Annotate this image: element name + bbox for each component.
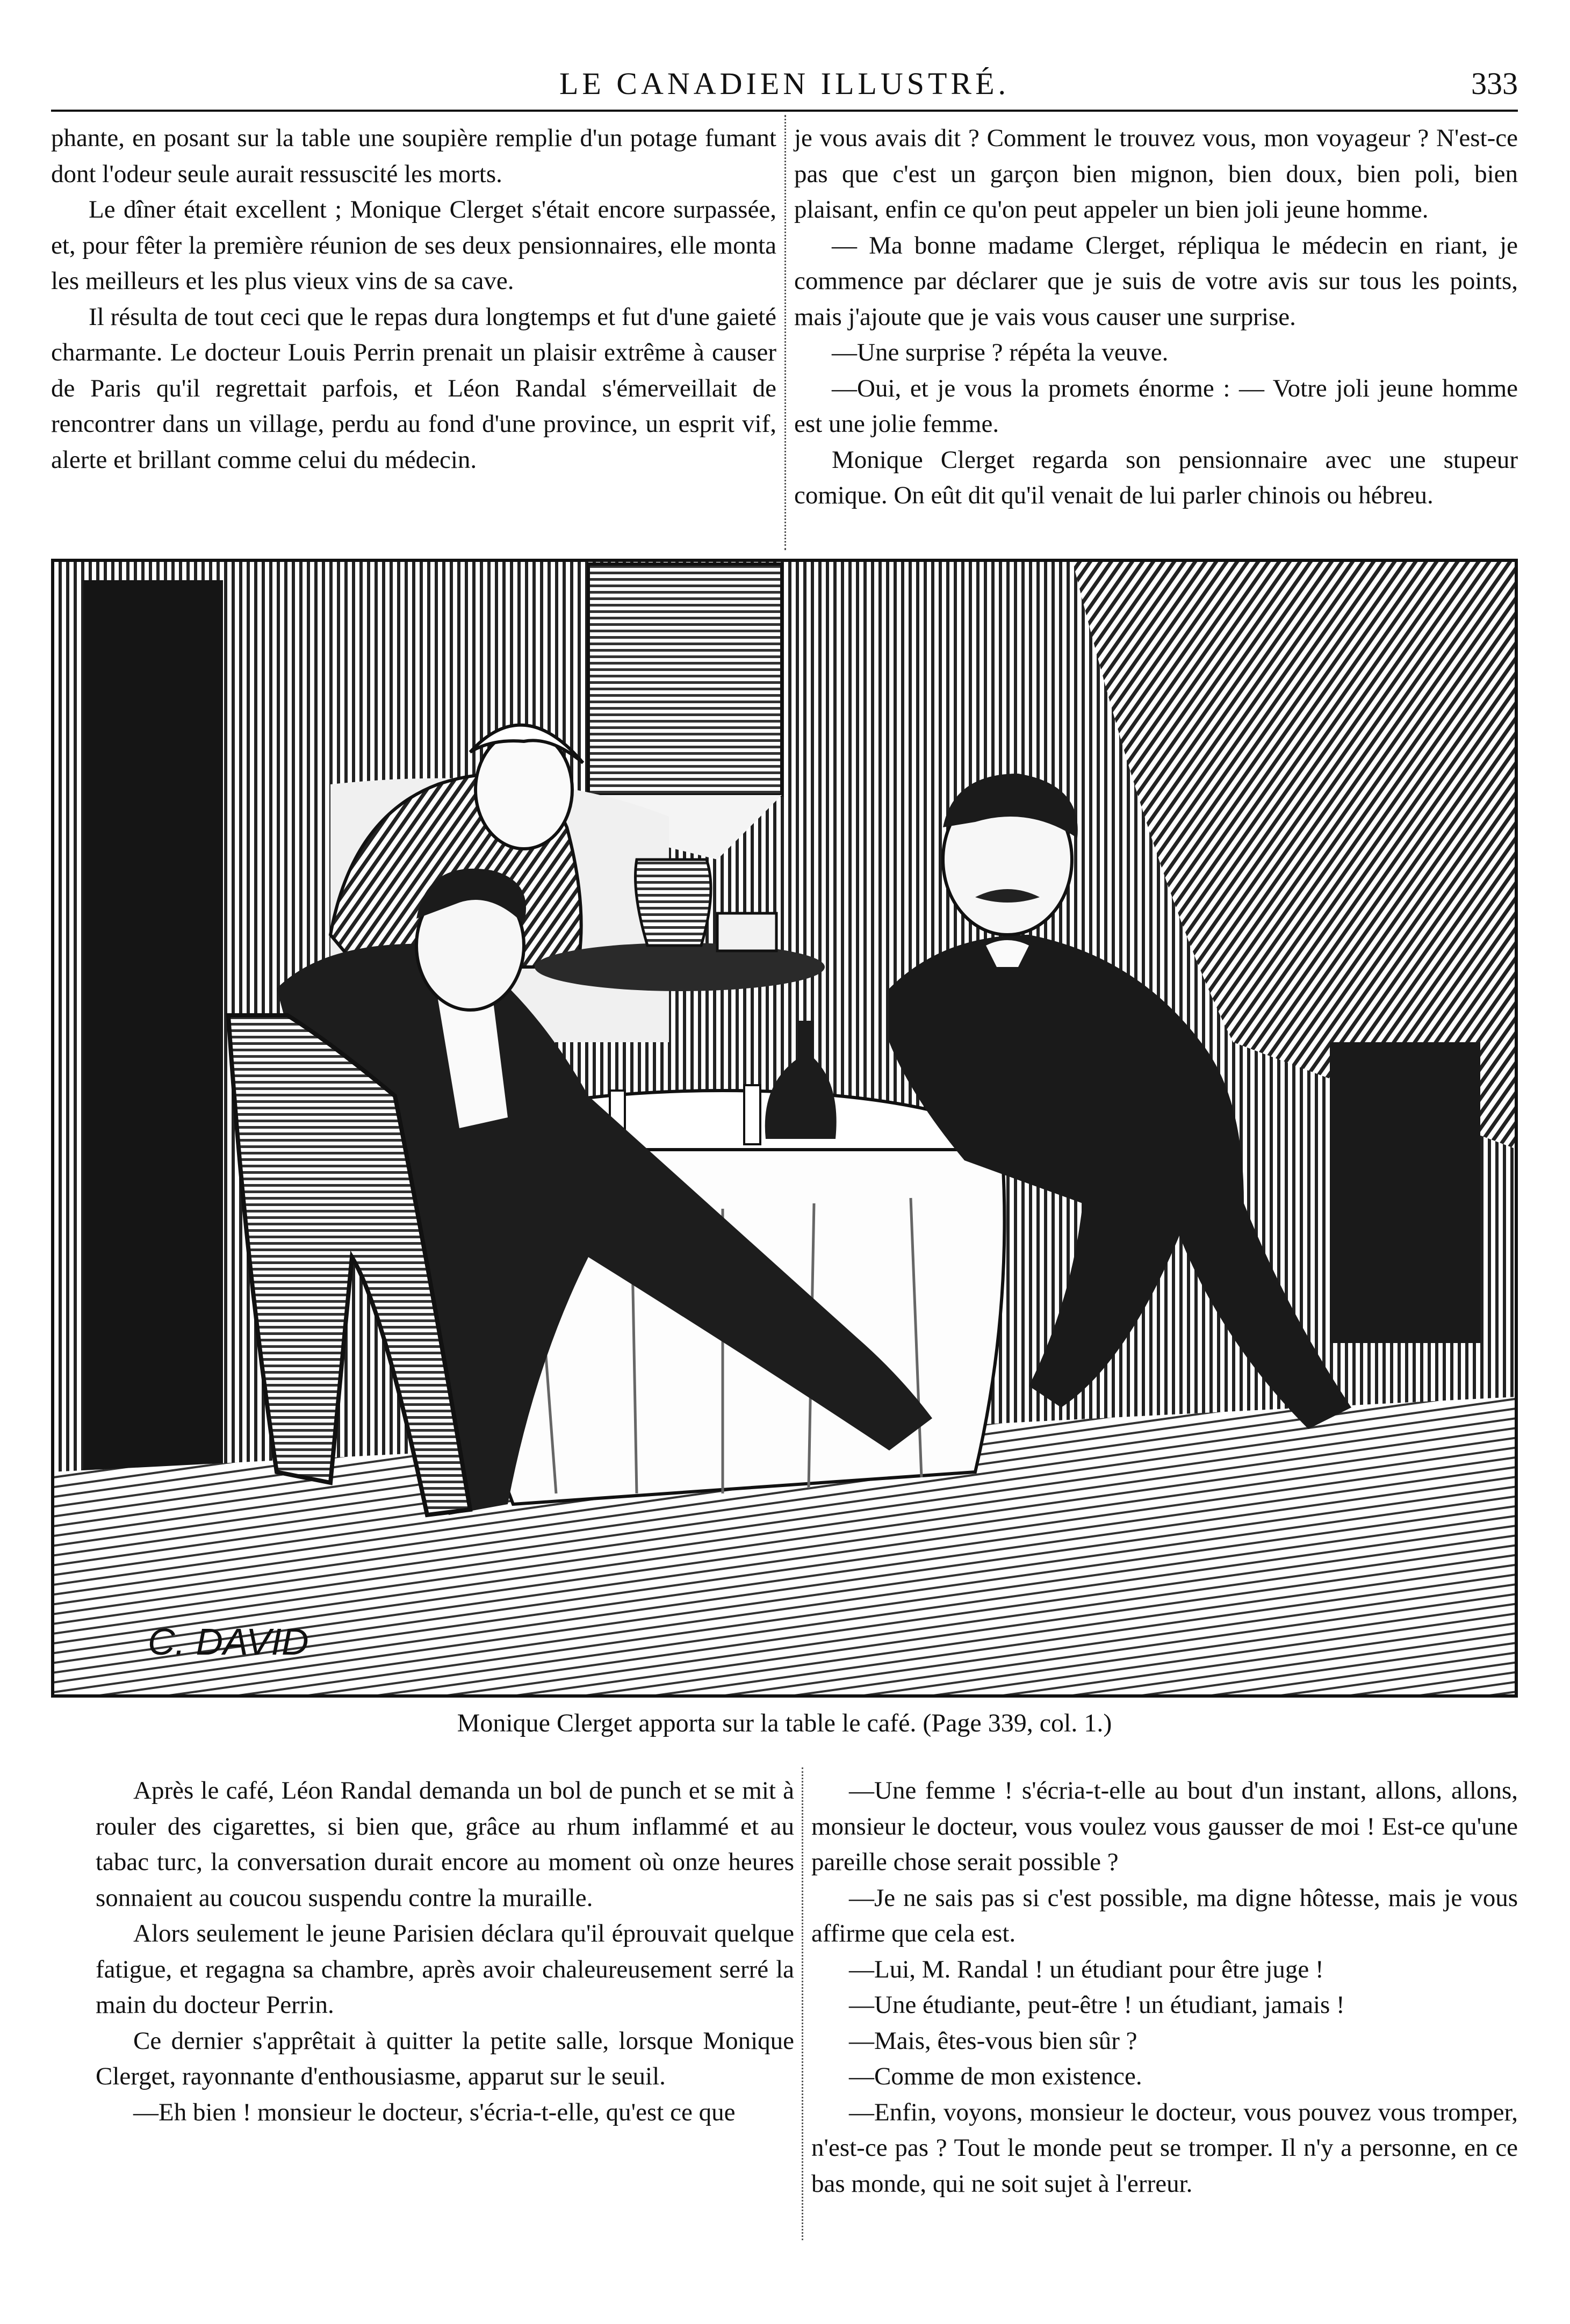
paragraph: Il résulta de tout ceci que le repas dura longtemps et fut d'une gaieté charmante. Le docteur Louis Perrin prenait un plaisir extrême à causer de Paris qu'il regrettait parfois, et Léon Randal s'émerveillait de rencontrer dans un village, perdu au fond d'une province, un esprit vif, alerte et brillant comme celui du médecin. — [51, 302, 776, 474]
paragraph: —Mais, êtes-vous bien sûr ? — [849, 2026, 1137, 2055]
paragraph: —Comme de mon existence. — [849, 2062, 1142, 2090]
paragraph: —Eh bien ! monsieur le docteur, s'écria-t-elle, qu'est ce que — [133, 2098, 736, 2126]
paragraph: —Enfin, voyons, monsieur le docteur, vous pouvez vous tromper, n'est-ce pas ? Tout le monde peut se tromper. Il n'y a personne, en ce bas monde, qui ne soit sujet à l'erreur. — [811, 2098, 1518, 2198]
paragraph: Alors seulement le jeune Parisien déclara qu'il éprouvait quelque fatigue, et regagna sa chambre, après avoir chaleureusement serré la main du docteur Perrin. — [96, 1919, 794, 2019]
paragraph: —Je ne sais pas si c'est possible, ma digne hôtesse, mais je vous affirme que cela est. — [811, 1883, 1518, 1947]
paragraph: Le dîner était excellent ; Monique Clerget s'était encore surpassée, et, pour fêter la première réunion de ses deux pensionnaires, elle monta les meilleurs et les plus vieux vins de sa cave. — [51, 196, 776, 295]
top-right-column — [794, 120, 1518, 514]
paragraph: Après le café, Léon Randal demanda un bol de punch et se mit à rouler des cigarettes, si bien que, grâce au rhum inflammé et au tabac turc, la conversation durait encore au moment où onze heures sonnaient au coucou suspendu contre la muraille. — [96, 1777, 794, 1912]
top-left-column — [51, 120, 776, 478]
paragraph: —Lui, M. Randal ! un étudiant pour être juge ! — [849, 1955, 1324, 1983]
bottom-left-column — [96, 1773, 794, 2130]
engraving-illustration — [51, 559, 1518, 1698]
paragraph: —Une femme ! s'écria-t-elle au bout d'un instant, allons, allons, monsieur le docteur, vous voulez vous gausser de moi ! Est-ce qu'une pareille chose serait possible ? — [811, 1777, 1518, 1876]
paragraph: phante, en posant sur la table une soupière remplie d'un potage fumant dont l'odeur seule aurait ressuscité les morts. — [51, 124, 776, 188]
paragraph: —Une étudiante, peut-être ! un étudiant, jamais ! — [849, 1991, 1345, 2019]
column-divider — [802, 1767, 803, 2240]
paragraph: — Ma bonne madame Clerget, répliqua le médecin en riant, je commence par déclarer que je suis de votre avis sur tous les points, mais j'ajoute que je vais vous causer une surprise. — [794, 231, 1518, 331]
page-number: 333 — [1471, 66, 1518, 101]
artist-signature: C. DAVID — [148, 1621, 309, 1663]
paragraph: Monique Clerget regarda son pensionnaire avec une stupeur comique. On eût dit qu'il venait de lui parler chinois ou hébreu. — [794, 445, 1518, 509]
page-header — [51, 58, 1518, 101]
column-divider — [784, 115, 786, 550]
illustration-caption: Monique Clerget apporta sur la table le café. (Page 339, col. 1.) — [457, 1709, 1112, 1737]
paragraph: —Oui, et je vous la promets énorme : — Votre joli jeune homme est une jolie femme. — [794, 374, 1518, 438]
paragraph: —Une surprise ? répéta la veuve. — [832, 338, 1169, 366]
paragraph: Ce dernier s'apprêtait à quitter la petite salle, lorsque Monique Clerget, rayonnante d'enthousiasme, apparut sur le seuil. — [96, 2026, 794, 2090]
newspaper-title: LE CANADIEN ILLUSTRÉ. — [559, 66, 1010, 101]
header-rule — [51, 110, 1518, 112]
bottom-right-column — [811, 1773, 1518, 2202]
paragraph: je vous avais dit ? Comment le trouvez vous, mon voyageur ? N'est-ce pas que c'est un garçon bien mignon, bien doux, bien poli, bien plaisant, enfin ce qu'on peut appeler un bien joli jeune homme. — [794, 124, 1518, 223]
engraving-artwork — [51, 559, 1518, 1698]
